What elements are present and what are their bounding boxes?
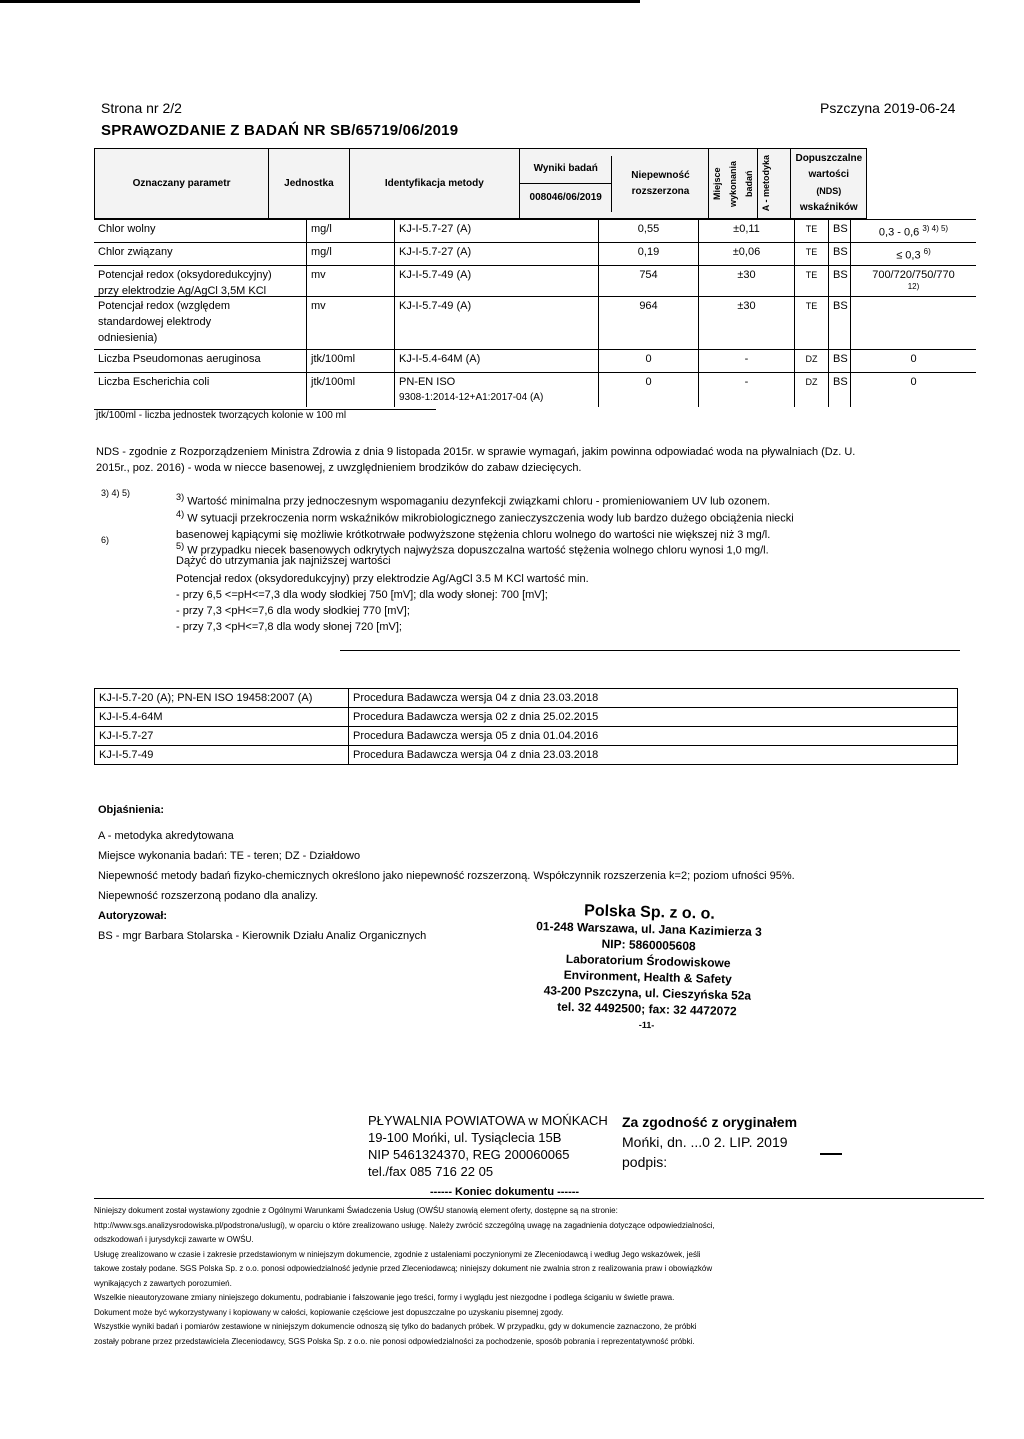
cell-accreditation-line: BS	[833, 376, 848, 388]
cell-accreditation	[828, 220, 850, 242]
redox-line-1: Potencjał redox (oksydoredukcyjny) przy elektrodzie Ag/AgCl 3.5 M KCl wartość min.	[176, 573, 589, 585]
footer-line: Wszelkie nieautoryzowane zmiany niniejszego dokumentu, podrabianie i fałszowanie jego treści, formy i wyglądu jest niezgodne i podlega ściganiu w świetle prawa.	[94, 1293, 675, 1302]
cell-result-line: 964	[639, 300, 658, 312]
method-desc: Procedura Badawcza wersja 04 z dnia 23.03.2018	[349, 689, 958, 708]
cell-uncertainty-line: ±30	[737, 269, 756, 281]
cell-unit	[306, 373, 394, 407]
cell-parameter	[94, 266, 306, 296]
legal-footer	[94, 1198, 984, 1349]
redox-line-4: - przy 7,3 <pH<=7,8 dla wody słonej 720 [mV];	[176, 621, 402, 633]
cell-uncertainty-line: ±30	[737, 300, 756, 312]
cell-accreditation	[828, 266, 850, 296]
cell-uncertainty	[698, 297, 794, 349]
cell-result-line: 754	[639, 269, 658, 281]
limit-footnote-mark: 12)	[907, 282, 920, 291]
cell-uncertainty-line: -	[744, 353, 749, 365]
cell-result	[598, 220, 698, 242]
cell-limit-line: 0	[910, 376, 917, 388]
footnote-6-text: Dążyć do utrzymania jak najniższej wartości	[176, 555, 391, 567]
method-code: KJ-I-5.7-27	[95, 727, 349, 746]
stamp-lab-2: Environment, Health & Safety	[563, 967, 732, 987]
footnote-4-mark: 4)	[176, 509, 185, 519]
cell-result	[598, 266, 698, 296]
pool-address: 19-100 Mońki, ul. Tysiąclecia 15B	[368, 1130, 562, 1145]
cell-limit-line: 700/720/750/770	[872, 269, 955, 281]
table-row	[94, 219, 976, 242]
cell-result-line: 0	[645, 376, 652, 388]
method-code: KJ-I-5.7-49	[95, 746, 349, 765]
footnote-3-text: Wartość minimalna przy jednoczesnym wspomaganiu dezynfekcji związkami chloru - promieniowaniem UV lub ozonem.	[187, 495, 771, 508]
cell-parameter-line: Chlor związany	[98, 246, 173, 258]
method-code: KJ-I-5.4-64M	[95, 708, 349, 727]
signature-dash	[820, 1153, 842, 1155]
cell-place	[794, 373, 828, 407]
cell-limit	[850, 373, 976, 407]
cell-accreditation	[828, 297, 850, 349]
cell-method	[394, 297, 598, 349]
redox-notes	[176, 571, 589, 635]
cell-parameter-line: Potencjał redox (oksydoredukcyjny)	[98, 269, 272, 281]
cell-method	[394, 350, 598, 372]
cell-unit-line: mv	[311, 300, 326, 312]
footnote-6-mark: 6)	[101, 535, 110, 545]
cell-method	[394, 266, 598, 296]
cell-parameter-line: przy elektrodzie Ag/AgCl 3,5M KCl	[98, 285, 267, 297]
cell-unit-line: mg/l	[311, 223, 332, 235]
method-desc: Procedura Badawcza wersja 02 z dnia 25.02.2015	[349, 708, 958, 727]
limit-footnote-mark: 3) 4) 5)	[922, 224, 949, 233]
stamp-mark: -11-	[638, 1019, 655, 1031]
redox-line-2: - przy 6,5 <=pH<=7,3 dla wody słodkiej 750 [mV]; dla wody słonej: 700 [mV];	[176, 589, 548, 601]
cell-unit-line: mv	[311, 269, 326, 281]
explanation-place: Miejsce wykonania badań: TE - teren; DZ - Działdowo	[98, 850, 361, 862]
footer-line: Niniejszy dokument został wystawiony zgodnie z Ogólnymi Warunkami Świadczenia Usług (OWŚU stanowią element oferty, dostępne są na stronie:	[94, 1206, 618, 1215]
cell-unit	[306, 220, 394, 242]
header-limits-line1: Dopuszczalne wartości	[795, 153, 863, 180]
cell-result	[598, 297, 698, 349]
cell-limit-line: 0	[910, 353, 917, 365]
cell-parameter-line: Liczba Escherichia coli	[98, 376, 210, 388]
footer-line: wynikających z zawartych porozumień.	[94, 1278, 232, 1288]
page-number: Strona nr 2/2	[101, 100, 182, 116]
method-desc: Procedura Badawcza wersja 05 z dnia 01.04.2016	[349, 727, 958, 746]
cell-unit	[306, 297, 394, 349]
header-unit: Jednostka	[269, 149, 350, 219]
header-accreditation: A - metodyka	[761, 155, 772, 212]
cell-parameter-line: Liczba Pseudomonas aeruginosa	[98, 353, 261, 365]
cell-limit	[850, 350, 976, 372]
table-row	[94, 296, 976, 349]
header-sample-id: 008046/06/2019	[529, 191, 602, 203]
pool-stamp	[368, 1112, 608, 1180]
cell-result-line: 0,55	[637, 223, 660, 235]
header-limits-line2: wskaźników	[799, 202, 858, 213]
cell-method-line: KJ-I-5.7-49 (A)	[399, 269, 472, 281]
copy-line-2: Mońki, dn. ...0 2. LIP. 2019	[622, 1134, 788, 1150]
cell-unit-line: mg/l	[311, 246, 332, 258]
cell-unit-line: jtk/100ml	[311, 376, 356, 388]
footer-line: Dokument może być wykorzystywany i kopiowany w całości, kopiowanie częściowe jest dopuszczalne po uzyskaniu pisemnej zgody.	[94, 1307, 564, 1317]
explanations-heading: Objaśnienia:	[98, 804, 165, 816]
method-row	[95, 746, 958, 765]
cell-method	[394, 373, 598, 407]
cell-uncertainty-line: ±0,11	[733, 223, 760, 235]
footnote-5-text: W przypadku niecek basenowych odkrytych najwyższa dopuszczalna wartość stężenia wolnego chloru wynosi 1,0 mg/l.	[187, 544, 769, 557]
stamp-address-1: 01-248 Warszawa, ul. Jana Kazimierza 3	[536, 919, 763, 939]
cell-method-line: KJ-I-5.7-27 (A)	[399, 223, 472, 235]
cell-place	[794, 266, 828, 296]
copy-line-3: podpis:	[622, 1154, 668, 1170]
table-row	[94, 349, 976, 372]
cell-uncertainty-line: -	[744, 376, 749, 388]
cell-place	[794, 243, 828, 265]
header-method: Identyfikacja metody	[349, 149, 519, 219]
header-place: Miejsce wykonania badań	[712, 160, 755, 207]
top-border-line	[0, 0, 640, 3]
cell-method-line: KJ-I-5.7-49 (A)	[399, 300, 472, 312]
authorized-by: BS - mgr Barbara Stolarska - Kierownik Działu Analiz Organicznych	[98, 930, 427, 942]
table-row	[94, 242, 976, 265]
header-uncertainty: Niepewność rozszerzona	[631, 169, 690, 197]
redox-line-3: - przy 7,3 <pH<=7,6 dla wody słodkiej 770 [mV];	[176, 605, 410, 617]
limit-footnote-mark: 6)	[923, 247, 931, 256]
cell-accreditation-line: BS	[833, 300, 848, 312]
company-stamp	[516, 902, 779, 1037]
header-results-label: Wyniki badań	[520, 156, 612, 185]
stamp-address-2: 43-200 Pszczyna, ul. Cieszyńska 52a	[543, 983, 752, 1003]
authorized-heading: Autoryzował:	[98, 910, 168, 922]
cell-place	[794, 297, 828, 349]
methods-table	[94, 688, 958, 765]
cell-limit-line: 0,3 - 0,6 $^{3) 4) 5)}$	[878, 224, 949, 239]
end-of-document: ------ Koniec dokumentu ------	[430, 1186, 580, 1198]
cell-unit	[306, 243, 394, 265]
cell-uncertainty	[698, 373, 794, 407]
stamp-nip: NIP: 5860005608	[601, 936, 696, 954]
cell-uncertainty	[698, 266, 794, 296]
pool-nip: NIP 5461324370, REG 200060065	[368, 1147, 570, 1162]
cell-place-line: TE	[805, 301, 818, 311]
cell-unit	[306, 266, 394, 296]
cell-place-line: TE	[805, 247, 818, 257]
cell-unit	[306, 350, 394, 372]
method-row	[95, 708, 958, 727]
cell-limit	[850, 297, 976, 349]
cell-method-line: PN-EN ISO	[399, 376, 456, 388]
separator-line	[340, 650, 960, 651]
pool-tel: tel./fax 085 716 22 05	[368, 1164, 494, 1179]
cell-parameter-line: standardowej elektrody	[98, 316, 212, 328]
copy-certification-stamp	[622, 1112, 797, 1172]
cell-parameter	[94, 243, 306, 265]
cell-place	[794, 220, 828, 242]
cell-parameter-line: odniesienia)	[98, 332, 158, 344]
header-limits	[791, 149, 867, 219]
footer-line: zostały pobrane przez przedstawiciela Zleceniodawcy, SGS Polska Sp. z o.o. nie ponosi odpowiedzialności za pochodzenie, sposób pobrania i reprezentatywność próbki.	[94, 1336, 695, 1346]
cell-limit	[850, 243, 976, 265]
cell-accreditation	[828, 243, 850, 265]
header-results	[519, 149, 709, 219]
cell-uncertainty-line: ±0,06	[732, 246, 761, 258]
cell-limit-line: ≤ 0,3 $^{6)}$	[896, 247, 931, 262]
footer-line: odszkodowań i jurysdykcji zawarte w OWŚU.	[94, 1235, 254, 1244]
cell-place-line: DZ	[805, 354, 818, 364]
nds-note: NDS - zgodnie z Rozporządzeniem Ministra Zdrowia z dnia 9 listopada 2015r. w sprawie wymagań, jakim powinna odpowiadać woda na pływalniach (Dz. U. 2015r., poz. 2016) - woda w niecce basenowej, z uwzględnieniem brodzików do zabaw dziecięcych.	[96, 446, 856, 474]
cell-parameter-line: Potencjał redox (względem	[98, 300, 231, 312]
cell-parameter-line: Chlor wolny	[98, 223, 156, 235]
cell-place-line: TE	[805, 224, 818, 234]
cell-result-line: 0	[645, 353, 652, 365]
table-row	[94, 265, 976, 296]
table-body	[94, 219, 976, 407]
cell-method-line: KJ-I-5.4-64M (A)	[399, 353, 481, 365]
cell-accreditation-line: BS	[833, 353, 848, 365]
cell-uncertainty	[698, 220, 794, 242]
cell-accreditation-line: BS	[833, 269, 848, 281]
cell-method-line: KJ-I-5.7-27 (A)	[399, 246, 472, 258]
cell-uncertainty	[698, 350, 794, 372]
cell-unit-line: jtk/100ml	[311, 353, 356, 365]
cell-place-line: TE	[805, 270, 818, 280]
cell-parameter	[94, 373, 306, 407]
cell-method-line: 9308-1:2014-12+A1:2017-04 (A)	[399, 392, 544, 403]
footer-line: takowe zostały podane. SGS Polska Sp. z o.o. ponosi odpowiedzialność jedynie przed Zleceniodawcą; niniejszy dokument nie zwalnia stron z realizowania praw i obowiązków	[94, 1264, 713, 1273]
cell-result-line: 0,19	[637, 246, 660, 258]
cell-accreditation-line: BS	[833, 223, 848, 235]
table-header-row	[95, 149, 977, 219]
explanation-a: A - metodyka akredytowana	[98, 830, 234, 842]
pool-name: PŁYWALNIA POWIATOWA w MOŃKACH	[368, 1113, 608, 1128]
cell-accreditation	[828, 373, 850, 407]
cell-place-line: DZ	[805, 377, 818, 387]
method-row	[95, 689, 958, 708]
cell-parameter	[94, 297, 306, 349]
stamp-lab-1: Laboratorium Środowiskowe	[565, 951, 731, 971]
cell-result	[598, 350, 698, 372]
footnote-3-mark: 3)	[176, 492, 185, 502]
place-date: Pszczyna 2019-06-24	[820, 100, 956, 116]
cell-accreditation	[828, 350, 850, 372]
footer-line: Usługę zrealizowano w czasie i zakresie przedstawionym w niniejszym dokumencie, zgodnie z ustaleniami poczynionymi ze Zleceniodawcą i według Jego wskazówek, jeśli	[94, 1249, 701, 1259]
cell-accreditation-line: BS	[833, 246, 848, 258]
cell-uncertainty	[698, 243, 794, 265]
copy-line-1: Za zgodność z oryginałem	[622, 1114, 798, 1130]
cell-limit	[850, 220, 976, 242]
report-title: SPRAWOZDANIE Z BADAŃ NR SB/65719/06/2019	[101, 122, 459, 139]
footnote-4-text: W sytuacji przekroczenia norm wskaźników mikrobiologicznego zanieczyszczenia wody lub bardzo dużego obciążenia niecki basenowej kąpiącymi się możliwie krótkotrwałe podwyższone stężenia chloru wolnego do wartości nie większej niż 3 mg/l.	[176, 512, 794, 541]
footnote-group-mark: 3) 4) 5)	[101, 488, 131, 498]
cell-parameter	[94, 350, 306, 372]
stamp-tel: tel. 32 4492500; fax: 32 4472072	[557, 999, 737, 1019]
cell-result	[598, 243, 698, 265]
footnote-5-mark: 5)	[176, 541, 185, 551]
table-row	[94, 372, 976, 407]
cell-method	[394, 243, 598, 265]
results-table	[94, 148, 976, 438]
explanation-uncertainty: Niepewność metody badań fizyko-chemicznych określono jako niepewność rozszerzoną. Współczynnik rozszerzenia k=2; poziom ufności 95%.	[98, 870, 795, 882]
cell-result	[598, 373, 698, 407]
cell-method	[394, 220, 598, 242]
header-limits-nds: (NDS)	[816, 186, 842, 196]
method-row	[95, 727, 958, 746]
cell-limit	[850, 266, 976, 296]
method-desc: Procedura Badawcza wersja 04 z dnia 23.03.2018	[349, 746, 958, 765]
method-code: KJ-I-5.7-20 (A); PN-EN ISO 19458:2007 (A)	[95, 689, 349, 708]
cell-place	[794, 350, 828, 372]
unit-note: jtk/100ml - liczba jednostek tworzących kolonie w 100 ml	[94, 409, 436, 421]
footer-line: Wszystkie wyniki badań i pomiarów zestawione w niniejszym dokumencie odnoszą się tylko do badanych próbek. W przypadku, gdy w dokumencie zaznaczono, że próbki	[94, 1322, 697, 1331]
explanation-uncertainty-2: Niepewność rozszerzoną podano dla analizy.	[98, 890, 318, 902]
footer-line: http://www.sgs.analizysrodowiska.pl/podstrona/uslugi), w oparciu o które zrealizowano usługę. Należy zwrócić szczególną uwagę na zagadnienia dotyczące odpowiedzialności,	[94, 1220, 715, 1230]
cell-parameter	[94, 220, 306, 242]
stamp-company-name: Polska Sp. z o. o.	[583, 902, 716, 923]
header-parameter: Oznaczany parametr	[95, 149, 269, 219]
